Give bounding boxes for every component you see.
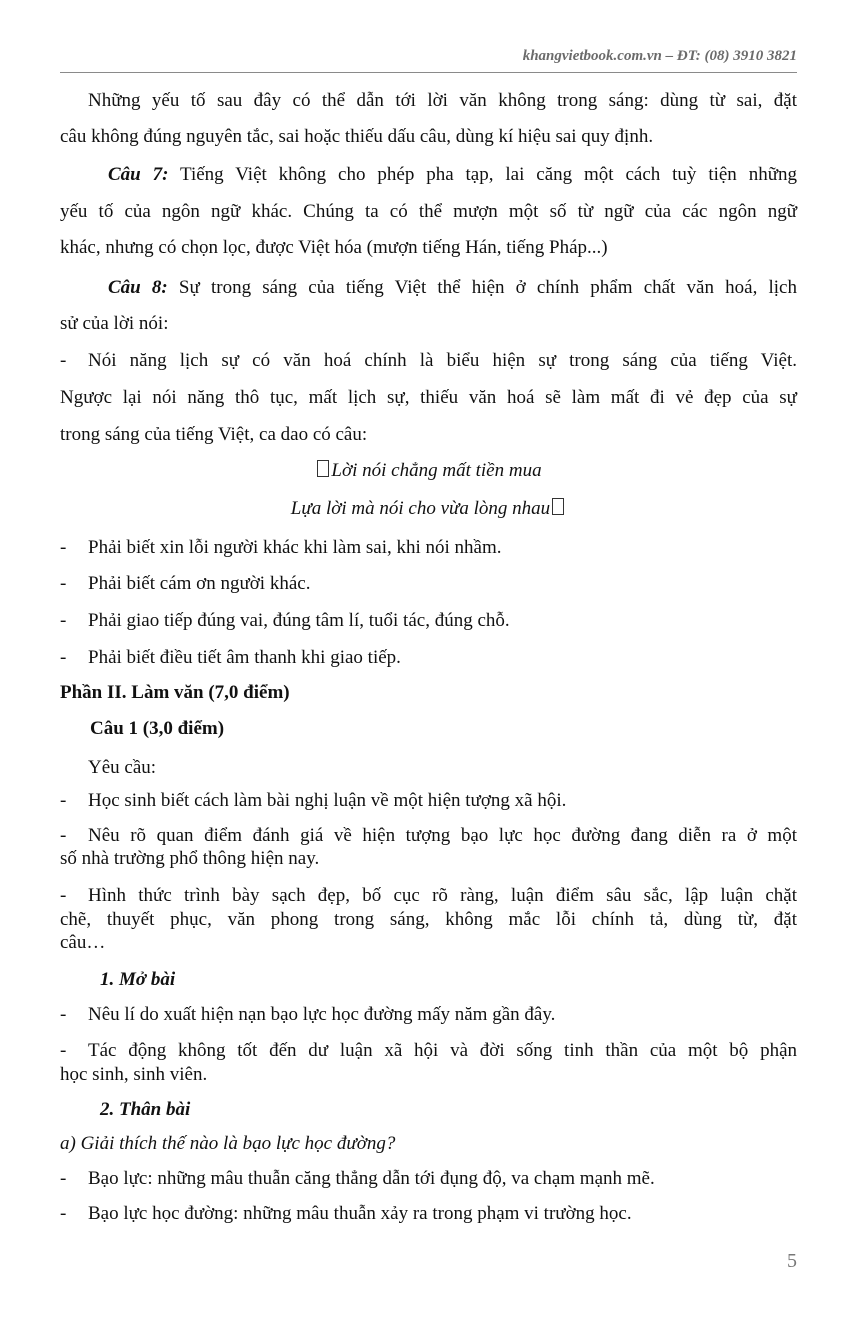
dash: - bbox=[60, 1004, 67, 1025]
bullet-item bbox=[60, 1167, 797, 1191]
paragraph-line: sử của lời nói: bbox=[60, 313, 169, 334]
bullet-text: Hình thức trình bày sạch đẹp, bố cục rõ ràng, luận điểm sâu sắc, lập luận chặt bbox=[88, 885, 797, 906]
bullet-item bbox=[60, 609, 797, 633]
quote-glyph-icon bbox=[317, 460, 329, 477]
bullet-text: Phải biết cám ơn người khác. bbox=[88, 573, 311, 594]
paragraph-line: câu… bbox=[60, 932, 106, 953]
bullet-item bbox=[60, 1202, 797, 1226]
bullet-text: Tác động không tốt đến dư luận xã hội và đời sống tinh thần của một bộ phận bbox=[88, 1040, 797, 1061]
paragraph-line: khác, nhưng có chọn lọc, được Việt hóa (mượn tiếng Hán, tiếng Pháp...) bbox=[60, 237, 608, 258]
dash: - bbox=[60, 610, 67, 631]
bullet-item bbox=[60, 1039, 797, 1063]
bullet-item bbox=[60, 536, 797, 560]
paragraph-line: câu không đúng nguyên tắc, sai hoặc thiếu dấu câu, dùng kí hiệu sai quy định. bbox=[60, 126, 654, 147]
section-heading: Phần II. Làm văn (7,0 điểm) bbox=[60, 682, 290, 703]
subsection-heading: 2. Thân bài bbox=[100, 1099, 191, 1120]
bullet-item bbox=[60, 884, 797, 908]
question-8-label: Câu 8: bbox=[108, 277, 168, 298]
question-8-line bbox=[108, 276, 797, 300]
dash: - bbox=[60, 1203, 67, 1224]
bullet-item bbox=[60, 824, 797, 848]
paragraph-line: trong sáng của tiếng Việt, ca dao có câu: bbox=[60, 424, 368, 445]
header-rule bbox=[60, 72, 797, 73]
paragraph-line: học sinh, sinh viên. bbox=[60, 1064, 208, 1085]
quote-glyph-icon bbox=[552, 498, 564, 515]
bullet-text: Nêu lí do xuất hiện nạn bạo lực học đường mấy năm gần đây. bbox=[88, 1004, 556, 1025]
bullet-text: Nêu rõ quan điểm đánh giá về hiện tượng bạo lực học đường đang diễn ra ở một bbox=[88, 825, 797, 846]
dash: - bbox=[60, 350, 67, 371]
bullet-item bbox=[60, 789, 797, 813]
poem-line bbox=[60, 497, 797, 521]
page-number: 5 bbox=[787, 1250, 797, 1272]
question-7-label: Câu 7: bbox=[108, 164, 169, 185]
poem-text: Lựa lời mà nói cho vừa lòng nhau bbox=[290, 498, 551, 519]
dash: - bbox=[60, 537, 67, 558]
question-7-line bbox=[108, 163, 797, 187]
poem-text: Lời nói chẳng mất tiền mua bbox=[331, 460, 542, 481]
paragraph-line: Ngược lại nói năng thô tục, mất lịch sự, thiếu văn hoá sẽ làm mất đi vẻ đẹp của sự bbox=[60, 387, 797, 408]
bullet-text: Phải biết xin lỗi người khác khi làm sai, khi nói nhầm. bbox=[88, 537, 502, 558]
running-header: khangvietbook.com.vn – ĐT: (08) 3910 3821 bbox=[522, 48, 797, 64]
bullet-item bbox=[60, 1003, 797, 1027]
bullet-text: Phải giao tiếp đúng vai, đúng tâm lí, tuổi tác, đúng chỗ. bbox=[88, 610, 510, 631]
requirements-label: Yêu cầu: bbox=[88, 757, 157, 778]
question-7-text: Tiếng Việt không cho phép pha tạp, lai căng một cách tuỳ tiện những bbox=[168, 164, 797, 185]
question-8-text: Sự trong sáng của tiếng Việt thể hiện ở chính phẩm chất văn hoá, lịch bbox=[167, 277, 797, 298]
question-heading: Câu 1 (3,0 điểm) bbox=[90, 718, 225, 739]
bullet-item bbox=[60, 646, 797, 670]
paragraph-line: Những yếu tố sau đây có thể dẫn tới lời văn không trong sáng: dùng từ sai, đặt bbox=[88, 90, 797, 111]
dash: - bbox=[60, 573, 67, 594]
paragraph-line: yếu tố của ngôn ngữ khác. Chúng ta có thể mượn một số từ ngữ của các ngôn ngữ bbox=[60, 201, 797, 222]
paragraph-line: chẽ, thuyết phục, văn phong trong sáng, không mắc lỗi chính tả, dùng từ, đặt bbox=[60, 909, 797, 930]
bullet-text: Học sinh biết cách làm bài nghị luận về một hiện tượng xã hội. bbox=[88, 790, 567, 811]
bullet-text: Bạo lực: những mâu thuẫn căng thẳng dẫn tới đụng độ, va chạm mạnh mẽ. bbox=[88, 1168, 655, 1189]
paragraph-line: số nhà trường phổ thông hiện nay. bbox=[60, 848, 320, 869]
bullet-text: Nói năng lịch sự có văn hoá chính là biểu hiện sự trong sáng của tiếng Việt. bbox=[88, 350, 797, 371]
sub-question: a) Giải thích thế nào là bạo lực học đường? bbox=[60, 1133, 396, 1154]
dash: - bbox=[60, 1040, 67, 1061]
dash: - bbox=[60, 1168, 67, 1189]
poem-line bbox=[60, 459, 797, 483]
dash: - bbox=[60, 790, 67, 811]
dash: - bbox=[60, 885, 67, 906]
dash: - bbox=[60, 825, 67, 846]
dash: - bbox=[60, 647, 67, 668]
bullet-item bbox=[60, 572, 797, 596]
subsection-heading: 1. Mở bài bbox=[100, 969, 176, 990]
bullet-item bbox=[60, 349, 797, 373]
bullet-text: Phải biết điều tiết âm thanh khi giao tiếp. bbox=[88, 647, 401, 668]
bullet-text: Bạo lực học đường: những mâu thuẫn xảy ra trong phạm vi trường học. bbox=[88, 1203, 632, 1224]
